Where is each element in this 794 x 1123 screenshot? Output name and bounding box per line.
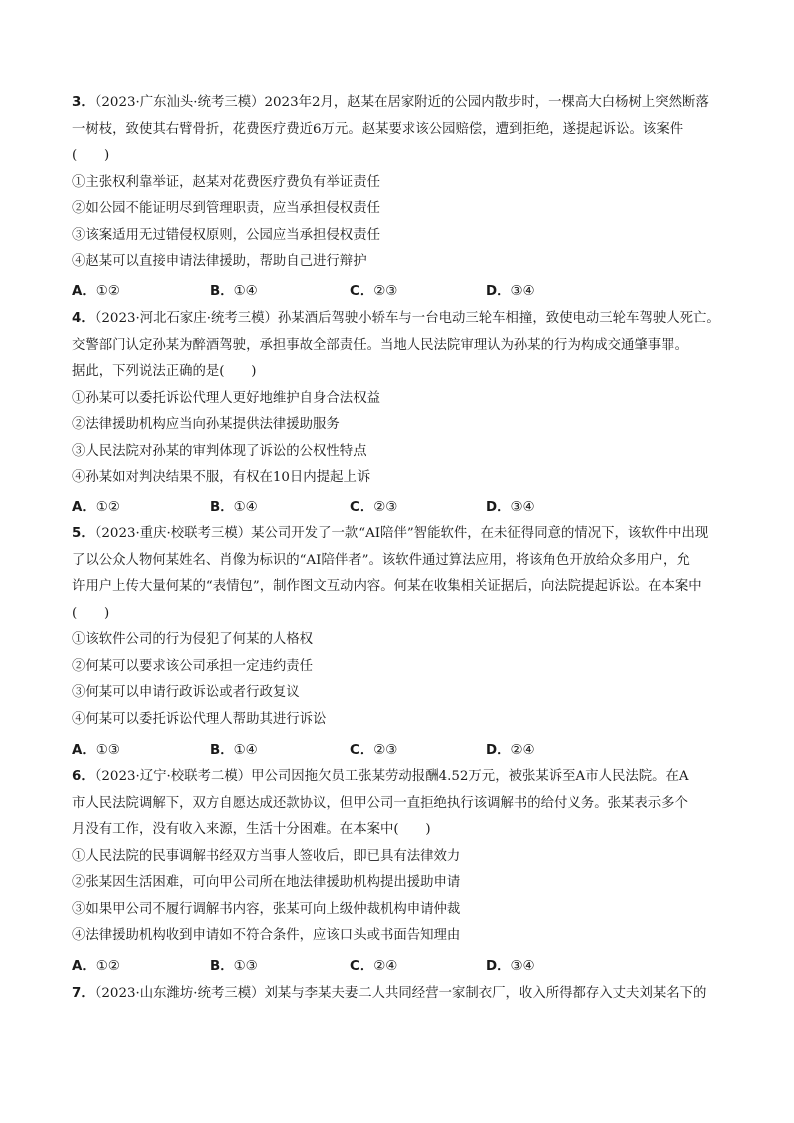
answer-choice-c[interactable] (350, 499, 397, 517)
question-stem-first-line (72, 525, 732, 543)
choice-text: ②③ (373, 284, 398, 299)
choice-text: ②④ (510, 743, 535, 758)
statement-option: ④法律援助机构收到申请如不符合条件，应该口头或书面告知理由 (72, 928, 461, 943)
choice-text: ①③ (95, 743, 120, 758)
stem-text: （2023·河北石家庄·统考三模）孙某酒后驾驶小轿车与一台电动三轮车相撞，致使电动三轮车驾驶人死亡。 (94, 311, 720, 326)
statement-option: ②法律援助机构应当向孙某提供法律援助服务 (72, 417, 340, 432)
choice-letter: A． (72, 284, 96, 299)
statement-option: ①人民法院的民事调解书经双方当事人签收后，即已具有法律效力 (72, 848, 461, 864)
statement-option: ③该案适用无过错侵权原则，公园应当承担侵权责任 (72, 227, 380, 243)
choice-text: ①④ (233, 500, 258, 515)
answer-choice-a[interactable] (72, 499, 120, 517)
stem-text: ( ) (72, 148, 110, 163)
question-stem-first-line (72, 94, 732, 112)
question-stem-line (72, 121, 732, 139)
choice-letter: D． (486, 284, 511, 299)
answer-choice-c[interactable] (350, 283, 397, 301)
choice-text: ②③ (373, 500, 398, 515)
question-number: 4． (72, 311, 95, 326)
answer-choice-d[interactable] (486, 742, 535, 760)
answer-choice-c[interactable] (350, 958, 397, 976)
stem-text: 月没有工作，没有收入来源，生活十分困难。在本案中( ) (72, 822, 431, 837)
choice-text: ②④ (373, 959, 398, 974)
question-stem-first-line (72, 985, 732, 1003)
question-stem-line (72, 363, 732, 381)
statement-option: ①孙某可以委托诉讼代理人更好地维护自身合法权益 (72, 390, 380, 406)
statement-option: ①该软件公司的行为侵犯了何某的人格权 (72, 632, 314, 647)
choice-letter: B． (210, 743, 234, 758)
statement-option: ③人民法院对孙某的审判体现了诉讼的公权性特点 (72, 443, 367, 459)
statement-option: ③如果甲公司不履行调解书内容，张某可向上级仲裁机构申请仲裁 (72, 901, 461, 917)
question-stem-first-line (72, 310, 732, 328)
choice-letter: C． (350, 500, 374, 515)
stem-text: 据此，下列说法正确的是( ) (72, 364, 257, 379)
choice-text: ①④ (233, 743, 258, 758)
choice-letter: A． (72, 959, 96, 974)
answer-choice-a[interactable] (72, 742, 120, 760)
question-stem-first-line (72, 768, 732, 786)
choice-text: ②③ (373, 743, 398, 758)
stem-text: 一树枝，致使其右臂骨折，花费医疗费近6万元。赵某要求该公园赔偿，遭到拒绝，遂提起诉讼。该案件 (72, 121, 684, 137)
answer-choice-d[interactable] (486, 283, 535, 301)
statement-option: ②何某可以要求该公司承担一定违约责任 (72, 658, 314, 674)
choice-letter: D． (486, 959, 511, 974)
choice-text: ①④ (233, 284, 258, 299)
choice-letter: B． (210, 500, 234, 515)
statement-option: ①主张权利靠举证，赵某对花费医疗费负有举证责任 (72, 174, 380, 190)
choice-letter: D． (486, 500, 511, 515)
question-stem-line (72, 605, 732, 623)
stem-text: 市人民法院调解下，双方自愿达成还款协议，但甲公司一直拒绝执行该调解书的给付义务。张某表示多个 (72, 795, 688, 811)
choice-text: ③④ (510, 284, 535, 299)
statement-option: ④赵某可以直接申请法律援助，帮助自己进行辩护 (72, 254, 367, 269)
stem-text: （2023·辽宁·校联考二模）甲公司因拖欠员工张某劳动报酬4.52万元，被张某诉至A市人民法院。在A (94, 769, 689, 784)
question-stem-line (72, 552, 732, 570)
question-number: 5． (72, 526, 95, 541)
question-stem-line (72, 337, 732, 355)
answer-choices (72, 742, 732, 760)
question-stem-line (72, 821, 732, 839)
answer-choices (72, 283, 732, 301)
answer-choices (72, 499, 732, 517)
choice-letter: C． (350, 959, 374, 974)
answer-choice-d[interactable] (486, 958, 535, 976)
choice-text: ①③ (233, 959, 258, 974)
choice-text: ①② (95, 959, 120, 974)
stem-text: （2023·广东汕头·统考三模）2023年2月，赵某在居家附近的公园内散步时，一棵高大白杨树上突然断落 (94, 95, 709, 110)
choice-text: ③④ (510, 959, 535, 974)
question-stem-line (72, 578, 732, 596)
answer-choices (72, 958, 732, 976)
statement-option: ②如公园不能证明尽到管理职责，应当承担侵权责任 (72, 201, 380, 216)
answer-choice-b[interactable] (210, 283, 258, 301)
choice-letter: B． (210, 959, 234, 974)
question-number: 7． (72, 986, 95, 1001)
stem-text: （2023·山东潍坊·统考三模）刘某与李某夫妻二人共同经营一家制衣厂，收入所得都存入丈夫刘某名下的 (94, 986, 707, 1001)
choice-letter: C． (350, 743, 374, 758)
question-stem-line (72, 147, 732, 165)
answer-choice-a[interactable] (72, 958, 120, 976)
answer-choice-a[interactable] (72, 283, 120, 301)
statement-option: ②张某因生活困难，可向甲公司所在地法律援助机构提出援助申请 (72, 875, 461, 890)
question-number: 6． (72, 769, 95, 784)
choice-text: ③④ (510, 500, 535, 515)
answer-choice-b[interactable] (210, 499, 258, 517)
answer-choice-c[interactable] (350, 742, 397, 760)
choice-letter: B． (210, 284, 234, 299)
answer-choice-b[interactable] (210, 958, 258, 976)
stem-text: 了以公众人物何某姓名、肖像为标识的“AI陪伴者”。该软件通过算法应用，将该角色开放给众多用户，允 (72, 552, 690, 568)
choice-text: ①② (95, 284, 120, 299)
statement-option: ④何某可以委托诉讼代理人帮助其进行诉讼 (72, 711, 327, 727)
question-stem-line (72, 795, 732, 813)
choice-letter: A． (72, 743, 96, 758)
stem-text: 许用户上传大量何某的“表情包”，制作图文互动内容。何某在收集相关证据后，向法院提起诉讼。在本案中 (72, 579, 702, 594)
question-number: 3． (72, 95, 95, 110)
stem-text: ( ) (72, 605, 110, 621)
choice-letter: A． (72, 500, 96, 515)
answer-choice-d[interactable] (486, 499, 535, 517)
stem-text: （2023·重庆·校联考三模）某公司开发了一款“AI陪伴”智能软件，在未征得同意的情况下，该软件中出现 (94, 526, 709, 541)
stem-text: 交警部门认定孙某为醉酒驾驶，承担事故全部责任。当地人民法院审理认为孙某的行为构成交通肇事罪。 (72, 337, 688, 353)
statement-option: ③何某可以申请行政诉讼或者行政复议 (72, 685, 300, 700)
choice-text: ①② (95, 500, 120, 515)
choice-letter: D． (486, 743, 511, 758)
choice-letter: C． (350, 284, 374, 299)
answer-choice-b[interactable] (210, 742, 258, 760)
statement-option: ④孙某如对判决结果不服，有权在10日内提起上诉 (72, 470, 371, 485)
